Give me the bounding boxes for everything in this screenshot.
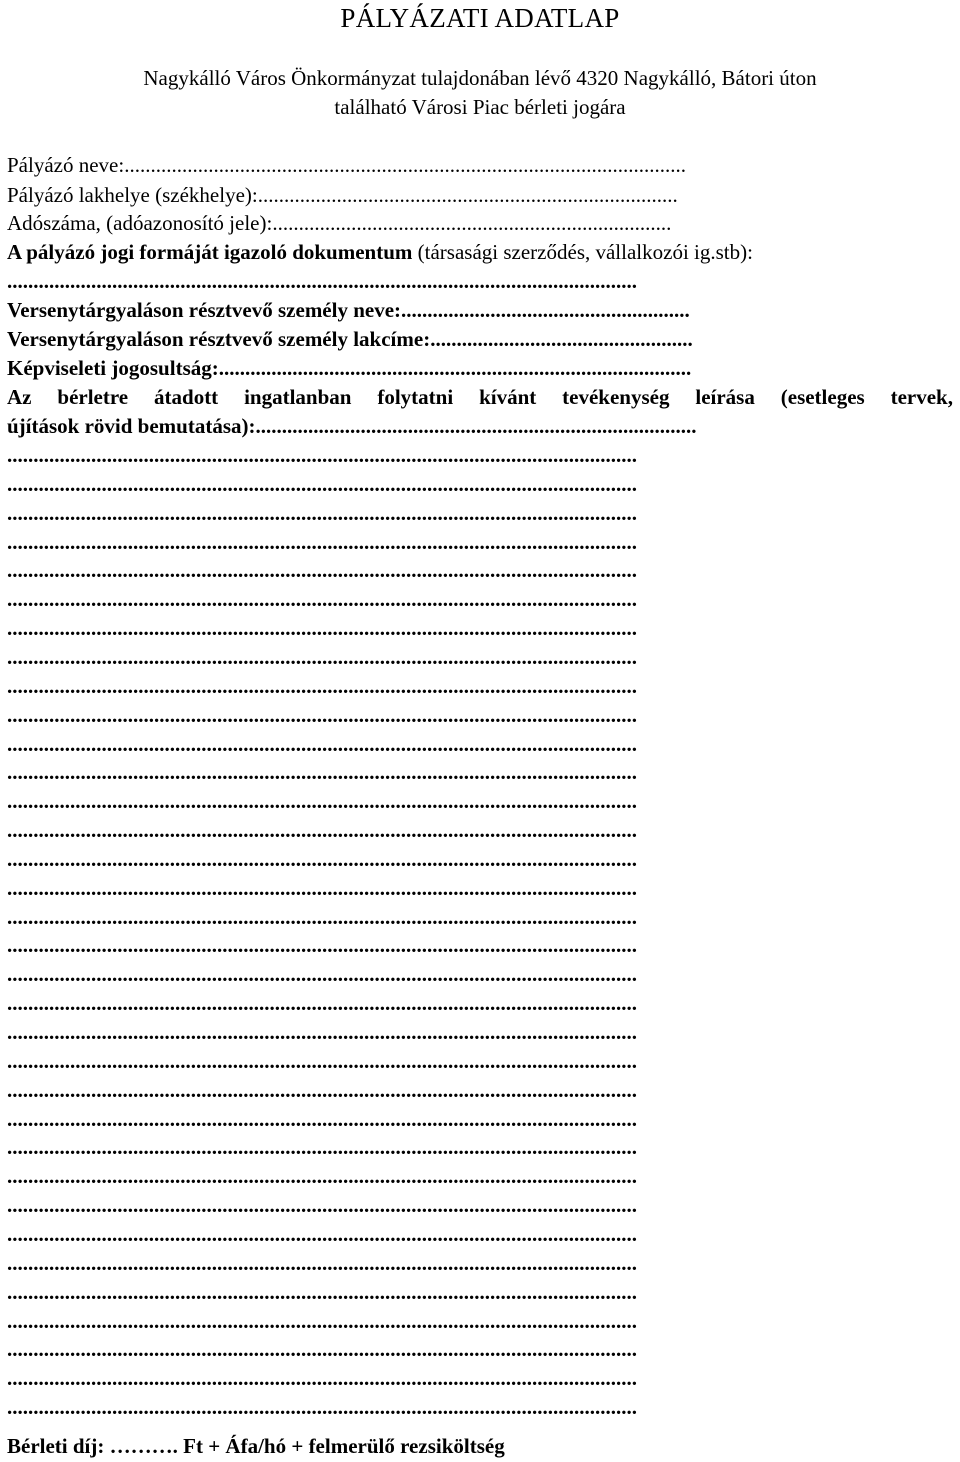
activity-blank-line[interactable]: ........................................................................................................................ bbox=[7, 1049, 637, 1073]
activity-blank-line[interactable]: ........................................................................................................................ bbox=[7, 962, 637, 986]
activity-blank-line[interactable]: ........................................................................................................................ bbox=[7, 876, 637, 900]
representation-field[interactable]: Képviseleti jogosultság:.......................................................................................... bbox=[7, 356, 692, 380]
legal-form-label: A pályázó jogi formáját igazoló dokumentum bbox=[7, 240, 413, 264]
rental-fee bbox=[7, 1432, 505, 1460]
activity-blank-line[interactable]: ........................................................................................................................ bbox=[7, 443, 637, 467]
activity-blank-line[interactable]: ........................................................................................................................ bbox=[7, 1078, 637, 1102]
activity-blank-line[interactable]: ........................................................................................................................ bbox=[7, 1366, 637, 1390]
activity-blank-line[interactable]: ........................................................................................................................ bbox=[7, 1020, 637, 1044]
applicant-name-field[interactable]: Pályázó neve:........................................................................................................... bbox=[7, 153, 686, 177]
activity-blank-line[interactable]: ........................................................................................................................ bbox=[7, 760, 637, 784]
activity-blank-line[interactable]: ........................................................................................................................ bbox=[7, 847, 637, 871]
activity-blank-line[interactable]: ........................................................................................................................ bbox=[7, 1251, 637, 1275]
applicant-address-field[interactable]: Pályázó lakhelye (székhelye):................................................................................ bbox=[7, 183, 678, 207]
rental-fee-value: ………. Ft + Áfa/hó + felmerülő rezsiköltség bbox=[109, 1434, 505, 1458]
tax-number-field[interactable]: Adószáma, (adóazonosító jele):............................................................................ bbox=[7, 211, 672, 235]
subtitle-line-1: Nagykálló Város Önkormányzat tulajdonában lévő 4320 Nagykálló, Bátori úton bbox=[143, 66, 817, 90]
rental-fee-label: Bérleti díj: bbox=[7, 1434, 105, 1458]
activity-blank-line[interactable]: ........................................................................................................................ bbox=[7, 818, 637, 842]
activity-blank-line[interactable]: ........................................................................................................................ bbox=[7, 616, 637, 640]
subtitle bbox=[0, 64, 960, 122]
activity-blank-line[interactable]: ........................................................................................................................ bbox=[7, 1193, 637, 1217]
activity-blank-line[interactable]: ........................................................................................................................ bbox=[7, 732, 637, 756]
activity-blank-line[interactable]: ........................................................................................................................ bbox=[7, 991, 637, 1015]
activity-blank-line[interactable]: ........................................................................................................................ bbox=[7, 1222, 637, 1246]
activity-blank-line[interactable]: ........................................................................................................................ bbox=[7, 789, 637, 813]
activity-blank-line[interactable]: ........................................................................................................................ bbox=[7, 1107, 637, 1131]
participant-address-field[interactable]: Versenytárgyaláson résztvevő személy lakcíme:.................................................. bbox=[7, 327, 693, 351]
participant-name-field[interactable]: Versenytárgyaláson résztvevő személy neve:....................................................... bbox=[7, 298, 690, 322]
activity-blank-line[interactable]: ........................................................................................................................ bbox=[7, 674, 637, 698]
activity-blank-line[interactable]: ........................................................................................................................ bbox=[7, 501, 637, 525]
activity-blank-line[interactable]: ........................................................................................................................ bbox=[7, 645, 637, 669]
page-title: PÁLYÁZATI ADATLAP bbox=[340, 3, 620, 33]
activity-blank-line[interactable]: ........................................................................................................................ bbox=[7, 1135, 637, 1159]
activity-description-field[interactable]: újítások rövid bemutatása):.................................................................................... bbox=[7, 414, 697, 438]
activity-blank-line[interactable]: ........................................................................................................................ bbox=[7, 1164, 637, 1188]
legal-form-note: (társasági szerződés, vállalkozói ig.stb): bbox=[417, 240, 753, 264]
activity-description-label: Az bérletre átadott ingatlanban folytatni kívánt tevékenység leírása (esetleges tervek, bbox=[7, 385, 953, 409]
activity-blank-line[interactable]: ........................................................................................................................ bbox=[7, 1309, 637, 1333]
legal-form-dots[interactable]: ........................................................................................................................ bbox=[7, 269, 637, 293]
subtitle-line-2: található Városi Piac bérleti jogára bbox=[334, 95, 626, 119]
activity-blank-line[interactable]: ........................................................................................................................ bbox=[7, 1280, 637, 1304]
legal-form-field[interactable] bbox=[7, 238, 753, 266]
activity-blank-line[interactable]: ........................................................................................................................ bbox=[7, 558, 637, 582]
activity-blank-line[interactable]: ........................................................................................................................ bbox=[7, 530, 637, 554]
activity-blank-line[interactable]: ........................................................................................................................ bbox=[7, 587, 637, 611]
activity-blank-line[interactable]: ........................................................................................................................ bbox=[7, 703, 637, 727]
activity-blank-line[interactable]: ........................................................................................................................ bbox=[7, 472, 637, 496]
activity-blank-line[interactable]: ........................................................................................................................ bbox=[7, 1337, 637, 1361]
activity-blank-line[interactable]: ........................................................................................................................ bbox=[7, 905, 637, 929]
activity-blank-line[interactable]: ........................................................................................................................ bbox=[7, 1395, 637, 1419]
activity-blank-line[interactable]: ........................................................................................................................ bbox=[7, 933, 637, 957]
